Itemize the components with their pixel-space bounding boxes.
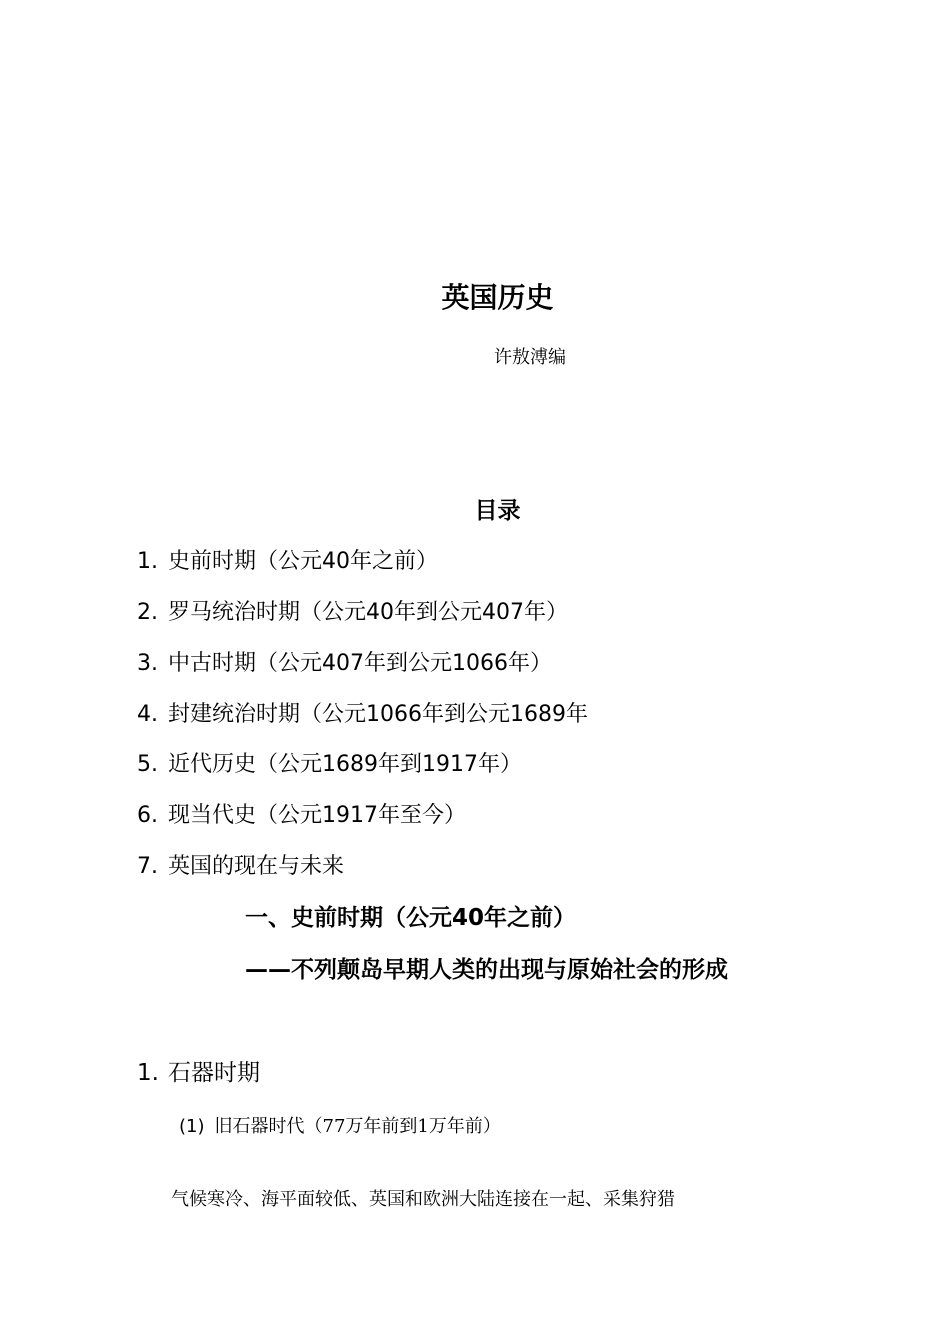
subsection-number: (1): [179, 1116, 205, 1137]
toc-item-label: 现当代史（公元1917年至今）: [168, 803, 466, 828]
toc-item-number: 5.: [137, 752, 158, 777]
toc-item-label: 史前时期（公元40年之前）: [168, 549, 438, 574]
toc-item: [137, 856, 344, 878]
section-title: 石器时期: [168, 1060, 260, 1086]
toc-item-label: 中古时期（公元407年到公元1066年）: [168, 651, 552, 676]
toc-item-number: 7.: [137, 854, 158, 879]
toc-item: [137, 551, 438, 573]
toc-item-number: 4.: [137, 702, 158, 727]
toc-item-number: 2.: [137, 600, 158, 625]
toc-item: [137, 653, 552, 675]
toc-item: [137, 602, 568, 624]
toc-item-label: 封建统治时期（公元1066年到公元1689年: [168, 702, 588, 727]
toc-item-number: 1.: [137, 549, 158, 574]
subsection-title: 旧石器时代（77万年前到1万年前）: [214, 1116, 501, 1137]
chapter-title: 一、史前时期（公元40年之前）: [245, 905, 577, 931]
section-number: 1.: [137, 1060, 159, 1086]
toc-heading: 目录: [474, 498, 521, 524]
toc-item-number: 3.: [137, 651, 158, 676]
toc-item-label: 英国的现在与未来: [168, 854, 345, 879]
body-paragraph: 气候寒冷、海平面较低、英国和欧洲大陆连接在一起、采集狩猎: [171, 1189, 675, 1210]
toc-item: [137, 704, 588, 726]
toc-item: [137, 805, 466, 827]
subsection-heading: [179, 1118, 501, 1136]
toc-item-label: 近代历史（公元1689年到1917年）: [168, 752, 522, 777]
toc-item-label: 罗马统治时期（公元40年到公元407年）: [168, 600, 568, 625]
toc-item-number: 6.: [137, 803, 158, 828]
document-author: 许敖溥编: [494, 347, 566, 368]
chapter-subtitle: ——不列颠岛早期人类的出现与原始社会的形成: [245, 957, 728, 983]
section-heading: [137, 1062, 260, 1085]
toc-item: [137, 754, 522, 776]
document-title: 英国历史: [441, 281, 554, 314]
